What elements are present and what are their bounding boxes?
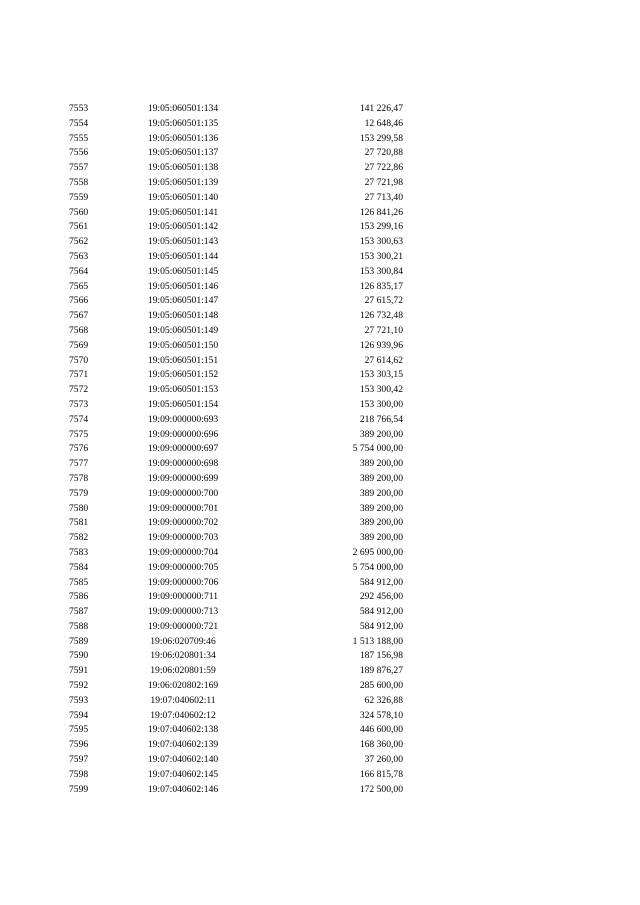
row-number: 7584 [69, 561, 89, 573]
cadastral-number: 19:06:020802:169 [147, 680, 219, 692]
amount-value: 389 200,00 [359, 487, 403, 499]
table-row [0, 723, 640, 738]
row-number: 7572 [69, 384, 89, 396]
cadastral-number: 19:09:000000:711 [148, 591, 218, 603]
table-row [0, 664, 640, 679]
amount-value: 153 300,42 [359, 384, 403, 396]
table-row [0, 516, 640, 531]
amount-value: 153 300,21 [359, 250, 403, 262]
table-row [0, 398, 640, 413]
cadastral-number: 19:09:000000:697 [147, 443, 219, 455]
table-row [0, 354, 640, 369]
row-number: 7557 [69, 162, 89, 174]
table-row [0, 413, 640, 428]
cadastral-number: 19:09:000000:721 [147, 620, 219, 632]
row-number: 7567 [69, 310, 89, 322]
cadastral-number: 19:09:000000:699 [147, 472, 219, 484]
table-row [0, 117, 640, 132]
table-row [0, 531, 640, 546]
row-number: 7580 [69, 502, 89, 514]
amount-value: 27 721,98 [364, 176, 403, 188]
cadastral-number: 19:07:040602:138 [147, 724, 219, 736]
row-number: 7560 [69, 206, 89, 218]
amount-value: 584 912,00 [359, 620, 403, 632]
cadastral-number: 19:09:000000:703 [147, 532, 219, 544]
row-number: 7581 [69, 517, 89, 529]
row-number: 7564 [69, 265, 89, 277]
table-row [0, 220, 640, 235]
cadastral-number: 19:05:060501:143 [147, 236, 219, 248]
table-row [0, 442, 640, 457]
cadastral-number: 19:09:000000:702 [147, 517, 219, 529]
table-row [0, 161, 640, 176]
row-number: 7587 [69, 606, 89, 618]
table-row [0, 309, 640, 324]
row-number: 7563 [69, 250, 89, 262]
table-row [0, 694, 640, 709]
amount-value: 446 600,00 [359, 724, 403, 736]
cadastral-number: 19:05:060501:149 [147, 324, 219, 336]
row-number: 7579 [69, 487, 89, 499]
table-row [0, 709, 640, 724]
cadastral-number: 19:06:020801:59 [150, 665, 216, 677]
table-row [0, 383, 640, 398]
row-number: 7566 [69, 295, 89, 307]
row-number: 7590 [69, 650, 89, 662]
cadastral-number: 19:05:060501:138 [147, 162, 219, 174]
amount-value: 389 200,00 [359, 532, 403, 544]
amount-value: 27 713,40 [364, 191, 403, 203]
amount-value: 126 732,48 [359, 310, 403, 322]
amount-value: 153 300,63 [359, 236, 403, 248]
amount-value: 27 722,86 [364, 162, 403, 174]
cadastral-number: 19:05:060501:140 [147, 191, 219, 203]
table-row [0, 457, 640, 472]
amount-value: 153 300,84 [359, 265, 403, 277]
amount-value: 5 754 000,00 [352, 561, 403, 573]
cadastral-number: 19:07:040602:146 [147, 783, 219, 795]
cadastral-number: 19:09:000000:701 [147, 502, 219, 514]
amount-value: 153 299,16 [359, 221, 403, 233]
row-number: 7573 [69, 398, 89, 410]
row-number: 7554 [69, 117, 89, 129]
table-row [0, 768, 640, 783]
cadastral-number: 19:05:060501:151 [147, 354, 219, 366]
cadastral-number: 19:07:040602:11 [150, 694, 216, 706]
row-number: 7585 [69, 576, 89, 588]
cadastral-number: 19:05:060501:142 [147, 221, 219, 233]
table-row [0, 146, 640, 161]
cadastral-number: 19:05:060501:147 [147, 295, 219, 307]
amount-value: 126 841,26 [359, 206, 403, 218]
row-number: 7591 [69, 665, 89, 677]
amount-value: 584 912,00 [359, 606, 403, 618]
cadastral-number: 19:07:040602:12 [150, 709, 216, 721]
amount-value: 62 326,88 [364, 694, 403, 706]
amount-value: 5 754 000,00 [352, 443, 403, 455]
amount-value: 126 939,96 [359, 339, 403, 351]
cadastral-number: 19:09:000000:700 [147, 487, 219, 499]
table-row [0, 250, 640, 265]
table-row [0, 738, 640, 753]
amount-value: 389 200,00 [359, 517, 403, 529]
table-row [0, 546, 640, 561]
cadastral-number: 19:05:060501:141 [147, 206, 219, 218]
row-number: 7565 [69, 280, 89, 292]
amount-value: 126 835,17 [359, 280, 403, 292]
amount-value: 172 500,00 [359, 783, 403, 795]
table-row [0, 280, 640, 295]
row-number: 7598 [69, 768, 89, 780]
row-number: 7582 [69, 532, 89, 544]
amount-value: 141 226,47 [359, 103, 403, 114]
row-number: 7569 [69, 339, 89, 351]
table-row [0, 176, 640, 191]
amount-value: 153 300,00 [359, 398, 403, 410]
row-number: 7589 [69, 635, 89, 647]
amount-value: 584 912,00 [359, 576, 403, 588]
row-number: 7575 [69, 428, 89, 440]
table-row [0, 191, 640, 206]
cadastral-number: 19:09:000000:704 [147, 546, 219, 558]
amount-value: 189 876,27 [359, 665, 403, 677]
cadastral-number: 19:05:060501:152 [147, 369, 219, 381]
amount-value: 27 720,88 [364, 147, 403, 159]
row-number: 7592 [69, 680, 89, 692]
cadastral-number: 19:05:060501:137 [147, 147, 219, 159]
row-number: 7596 [69, 739, 89, 751]
table-row [0, 605, 640, 620]
table-row [0, 590, 640, 605]
amount-value: 27 721,10 [364, 324, 403, 336]
amount-value: 292 456,00 [359, 591, 403, 603]
amount-value: 285 600,00 [359, 680, 403, 692]
cadastral-number: 19:06:020709:46 [150, 635, 216, 647]
table-row [0, 576, 640, 591]
amount-value: 166 815,78 [359, 768, 403, 780]
cadastral-number: 19:06:020801:34 [150, 650, 216, 662]
row-number: 7568 [69, 324, 89, 336]
amount-value: 37 260,00 [364, 754, 403, 766]
row-number: 7553 [69, 103, 89, 114]
table-row [0, 561, 640, 576]
table-row [0, 502, 640, 517]
amount-value: 168 360,00 [359, 739, 403, 751]
table-row [0, 620, 640, 635]
amount-value: 12 648,46 [364, 117, 403, 129]
table-row [0, 635, 640, 650]
table-row [0, 428, 640, 443]
row-number: 7588 [69, 620, 89, 632]
cadastral-number: 19:05:060501:144 [147, 250, 219, 262]
cadastral-number: 19:09:000000:713 [147, 606, 219, 618]
amount-value: 389 200,00 [359, 472, 403, 484]
table-row [0, 235, 640, 250]
table-row [0, 294, 640, 309]
data-table [0, 102, 640, 797]
row-number: 7571 [69, 369, 89, 381]
amount-value: 324 578,10 [359, 709, 403, 721]
table-row [0, 487, 640, 502]
table-row [0, 649, 640, 664]
row-number: 7562 [69, 236, 89, 248]
amount-value: 153 303,15 [359, 369, 403, 381]
amount-value: 218 766,54 [359, 413, 403, 425]
row-number: 7597 [69, 754, 89, 766]
cadastral-number: 19:05:060501:145 [147, 265, 219, 277]
row-number: 7583 [69, 546, 89, 558]
cadastral-number: 19:07:040602:145 [147, 768, 219, 780]
row-number: 7561 [69, 221, 89, 233]
cadastral-number: 19:05:060501:154 [147, 398, 219, 410]
row-number: 7593 [69, 694, 89, 706]
cadastral-number: 19:09:000000:696 [147, 428, 219, 440]
row-number: 7555 [69, 132, 89, 144]
row-number: 7570 [69, 354, 89, 366]
row-number: 7576 [69, 443, 89, 455]
amount-value: 389 200,00 [359, 502, 403, 514]
amount-value: 2 695 000,00 [352, 546, 403, 558]
cadastral-number: 19:09:000000:705 [147, 561, 219, 573]
table-row [0, 324, 640, 339]
cadastral-number: 19:07:040602:140 [147, 754, 219, 766]
amount-value: 27 615,72 [364, 295, 403, 307]
table-row [0, 753, 640, 768]
row-number: 7556 [69, 147, 89, 159]
cadastral-number: 19:05:060501:153 [147, 384, 219, 396]
cadastral-number: 19:05:060501:148 [147, 310, 219, 322]
cadastral-number: 19:05:060501:134 [147, 103, 219, 114]
table-row [0, 368, 640, 383]
cadastral-number: 19:05:060501:135 [147, 117, 219, 129]
row-number: 7558 [69, 176, 89, 188]
cadastral-number: 19:05:060501:139 [147, 176, 219, 188]
amount-value: 1 513 188,00 [352, 635, 403, 647]
table-row [0, 132, 640, 147]
cadastral-number: 19:09:000000:706 [147, 576, 219, 588]
row-number: 7599 [69, 783, 89, 795]
cadastral-number: 19:05:060501:146 [147, 280, 219, 292]
row-number: 7577 [69, 458, 89, 470]
cadastral-number: 19:09:000000:693 [147, 413, 219, 425]
amount-value: 187 156,98 [359, 650, 403, 662]
table-row [0, 339, 640, 354]
cadastral-number: 19:07:040602:139 [147, 739, 219, 751]
row-number: 7578 [69, 472, 89, 484]
row-number: 7559 [69, 191, 89, 203]
row-number: 7594 [69, 709, 89, 721]
table-row [0, 679, 640, 694]
table-row [0, 472, 640, 487]
row-number: 7586 [69, 591, 89, 603]
table-row [0, 206, 640, 221]
cadastral-number: 19:05:060501:150 [147, 339, 219, 351]
amount-value: 389 200,00 [359, 458, 403, 470]
row-number: 7595 [69, 724, 89, 736]
amount-value: 389 200,00 [359, 428, 403, 440]
cadastral-number: 19:05:060501:136 [147, 132, 219, 144]
table-row [0, 102, 640, 117]
table-row [0, 783, 640, 798]
amount-value: 27 614,62 [364, 354, 403, 366]
cadastral-number: 19:09:000000:698 [147, 458, 219, 470]
amount-value: 153 299,58 [359, 132, 403, 144]
row-number: 7574 [69, 413, 89, 425]
table-row [0, 265, 640, 280]
